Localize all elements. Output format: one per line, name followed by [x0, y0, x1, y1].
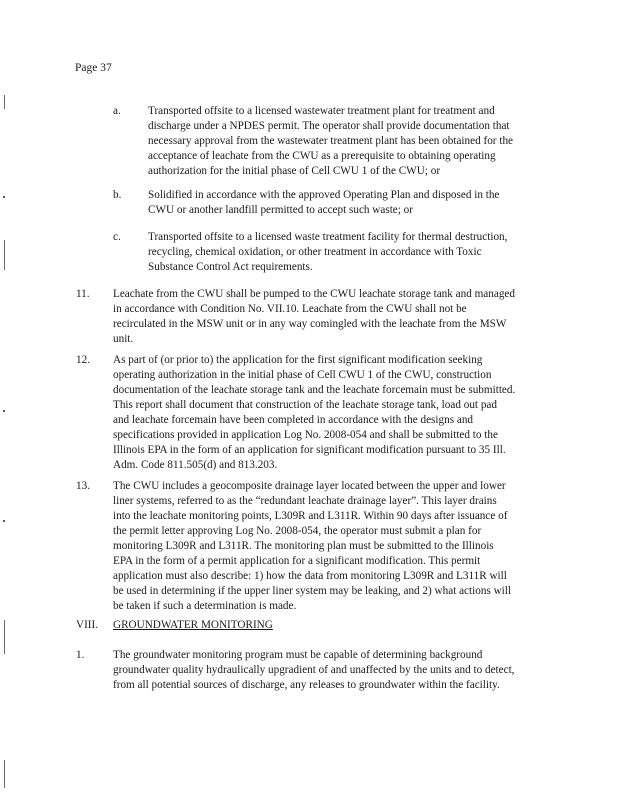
- item-12-text: [113, 353, 515, 473]
- text-line: recirculated in the MSW unit or in any way comingled with the leachate from the MSW: [113, 318, 507, 330]
- item-11-text: [113, 287, 515, 347]
- text-line: Illinois EPA in the form of an application for significant modification pursuant to 35 Ill.: [113, 444, 506, 456]
- item-b-text: [148, 188, 499, 218]
- text-line: documentation of the leachate storage tank and the leachate forcemain must be submitted.: [113, 384, 516, 396]
- section-number: VIII.: [76, 619, 99, 631]
- text-line: discharge under a NPDES permit. The operator shall provide documentation that: [148, 120, 510, 132]
- scan-mark: [4, 620, 5, 654]
- text-line: recycling, chemical oxidation, or other treatment in accordance with Toxic: [148, 246, 482, 258]
- text-line: be taken if such a determination is made.: [113, 600, 297, 612]
- text-line: into the leachate monitoring points, L309R and L311R. Within 90 days after issuance of: [113, 510, 508, 522]
- text-line: Transported offsite to a licensed waste treatment facility for thermal destruction,: [148, 231, 508, 243]
- text-line: from all potential sources of discharge, any releases to groundwater within the facility.: [113, 679, 500, 691]
- item-b-marker: b.: [113, 189, 122, 201]
- scan-mark: [4, 760, 5, 788]
- text-line: Substance Control Act requirements.: [148, 261, 313, 273]
- page-number: Page 37: [75, 62, 112, 74]
- item-c-marker: c.: [113, 231, 121, 243]
- text-line: unit.: [113, 333, 134, 345]
- text-line: liner systems, referred to as the “redundant leachate drainage layer”. This layer drains: [113, 495, 497, 507]
- text-line: As part of (or prior to) the application for the first significant modification seeking: [113, 354, 483, 366]
- text-line: application must also describe: 1) how the data from monitoring L309R and L311R will: [113, 570, 507, 582]
- text-line: EPA in the form of a permit application for a significant modification. This permit: [113, 555, 481, 567]
- text-line: and leachate forcemain have been completed in accordance with the designs and: [113, 414, 474, 426]
- text-line: acceptance of leachate from the CWU as a prerequisite to obtaining operating: [148, 150, 496, 162]
- item-c-text: [148, 230, 507, 275]
- text-line: This report shall document that construction of the leachate storage tank, load out pad: [113, 399, 497, 411]
- text-line: The groundwater monitoring program must be capable of determining background: [113, 649, 483, 661]
- text-line: operating authorization in the initial phase of Cell CWU 1 of the CWU, construction: [113, 369, 492, 381]
- section-title: GROUNDWATER MONITORING: [113, 619, 273, 631]
- item-a-text: [148, 104, 513, 179]
- text-line: monitoring L309R and L311R. The monitoring plan must be submitted to the Illinois: [113, 540, 494, 552]
- item-11-marker: 11.: [76, 288, 90, 300]
- item-a-marker: a.: [113, 105, 121, 117]
- scan-mark: [4, 95, 5, 109]
- scan-dot: [3, 410, 5, 412]
- text-line: CWU or another landfill permitted to accept such waste; or: [148, 204, 413, 216]
- scan-mark: [4, 240, 5, 270]
- item-12-marker: 12.: [76, 354, 90, 366]
- text-line: The CWU includes a geocomposite drainage layer located between the upper and lower: [113, 480, 506, 492]
- text-line: the permit letter approving Log No. 2008-054, the operator must submit a plan for: [113, 525, 482, 537]
- item-13-marker: 13.: [76, 480, 90, 492]
- text-line: Leachate from the CWU shall be pumped to the CWU leachate storage tank and managed: [113, 288, 515, 300]
- text-line: authorization for the initial phase of Cell CWU 1 of the CWU; or: [148, 165, 441, 177]
- text-line: Transported offsite to a licensed wastewater treatment plant for treatment and: [148, 105, 495, 117]
- scan-dot: [3, 196, 5, 198]
- item-13-text: [113, 479, 511, 614]
- text-line: be used in determining if the upper liner system may be leaking, and 2) what actions will: [113, 585, 511, 597]
- text-line: specifications provided in application Log No. 2008-054 and shall be submitted to the: [113, 429, 498, 441]
- text-line: groundwater quality hydraulically upgradient of and unaffected by the units and to detect,: [113, 664, 515, 676]
- gw-item-1-text: [113, 648, 514, 693]
- scan-dot: [3, 520, 5, 522]
- text-line: Adm. Code 811.505(d) and 813.203.: [113, 459, 278, 471]
- text-line: Solidified in accordance with the approved Operating Plan and disposed in the: [148, 189, 500, 201]
- text-line: necessary approval from the wastewater treatment plant has been obtained for the: [148, 135, 513, 147]
- text-line: in accordance with Condition No. VII.10. Leachate from the CWU shall not be: [113, 303, 467, 315]
- gw-item-1-marker: 1.: [76, 649, 85, 661]
